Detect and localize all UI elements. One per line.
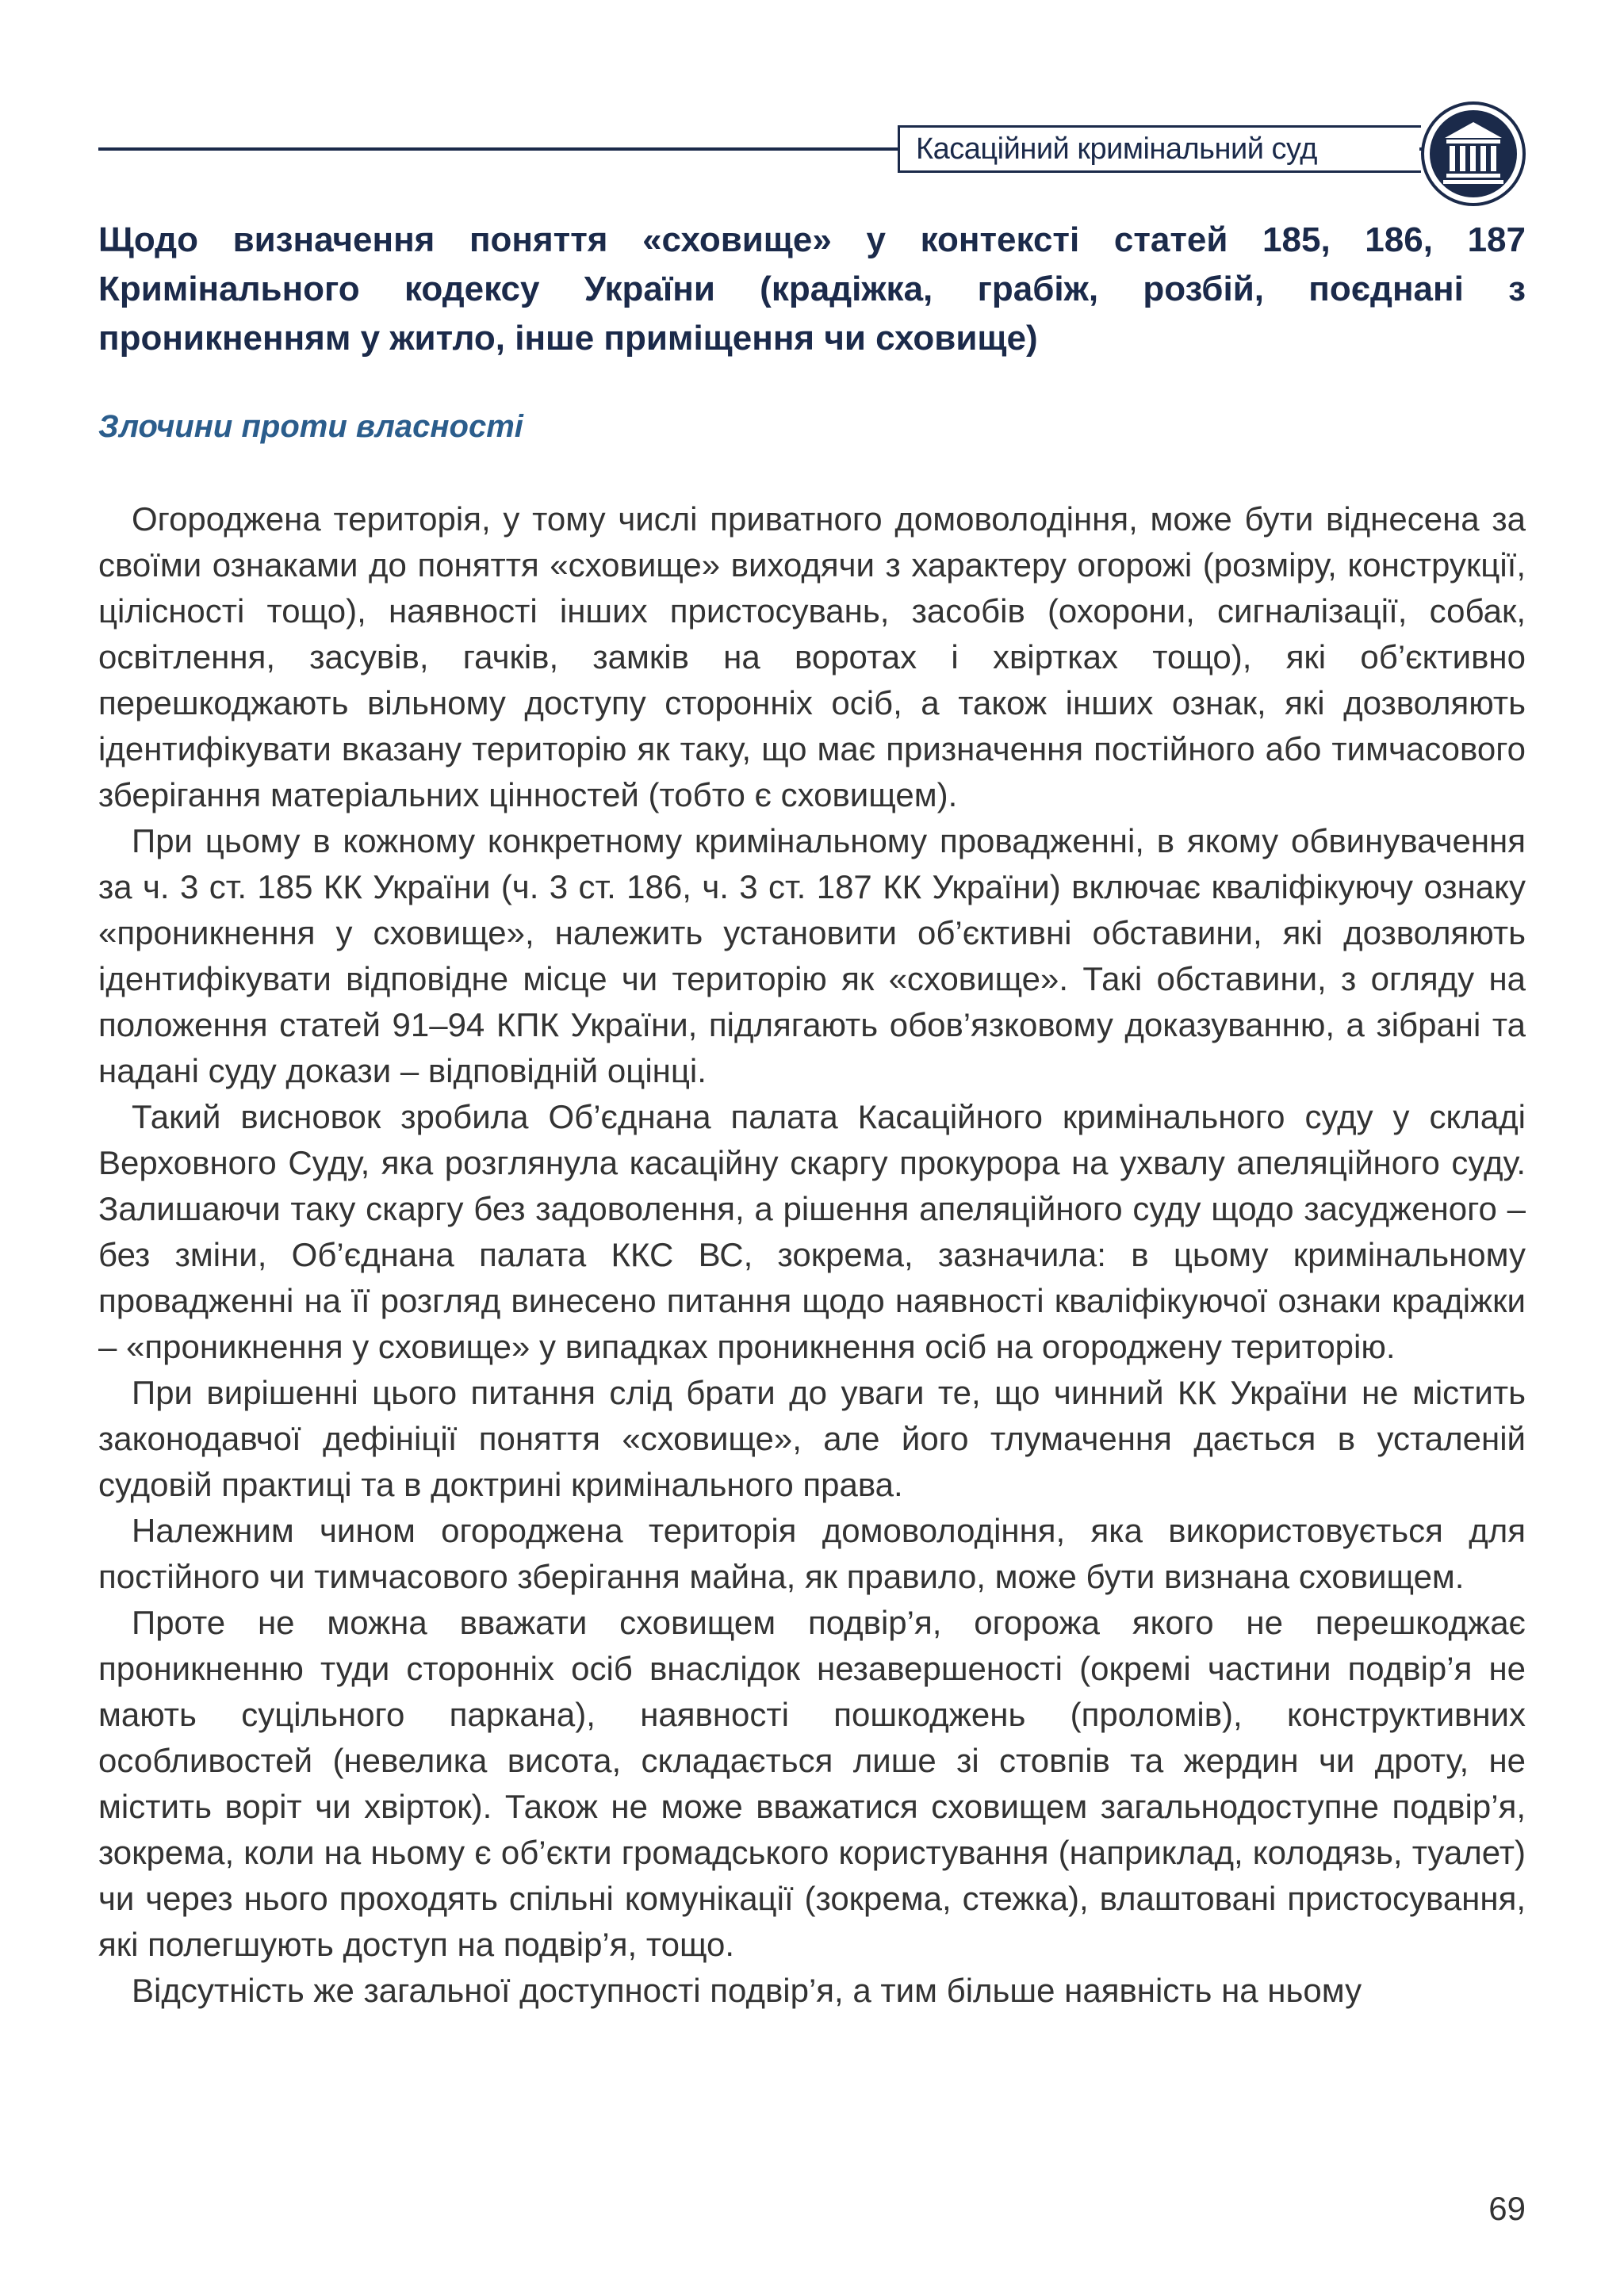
document-title: Щодо визначення поняття «сховище» у контексті статей 185, 186, 187 Кримінального кодексу України (крадіжка, грабіж, розбій, поєднані з проникненням у житло, інше приміщення чи сховище): [98, 220, 1526, 358]
page-header: [0, 0, 1624, 206]
page-number: 69: [1488, 2190, 1526, 2227]
paragraph: Відсутність же загальної доступності подвір’я, а тим більше наявність на ньому: [132, 1972, 1362, 2009]
body-text: [98, 496, 1526, 2014]
courthouse-columns-icon: [1418, 98, 1529, 209]
header-label-box: [898, 125, 1421, 173]
paragraph: При цьому в кожному конкретному кримінальному провадженні, в якому обвинувачення за ч. 3 ст. 185 КК України (ч. 3 ст. 186, ч. 3 ст. 187 КК України) включає кваліфікуючу ознаку «проникнення у сховище», належить установити об’єктивні обставини, які дозволяють ідентифікувати відповідне місце чи територію як «сховище». Такі обставини, з огляду на положення статей 91–94 КПК України, підлягають обов’язковому доказуванню, а зібрані та надані суду докази – відповідній оцінці.: [98, 822, 1526, 1089]
paragraph: Проте не можна вважати сховищем подвір’я, огорожа якого не перешкоджає проникненню туди сторонніх осіб внаслідок незавершеності (окремі частини подвір’я не мають суцільного паркана), наявності пошкоджень (проломів), конструктивних особливостей (невелика висота, складається лише зі стовпів та жердин чи дроту, не містить воріт чи хвірток). Також не може вважатися сховищем загальнодоступне подвір’я, зокрема, коли на ньому є об’єкти громадського користування (наприклад, колодязь, туалет) чи через нього проходять спільні комунікації (зокрема, стежка), влаштовані пристосування, які полегшують доступ на подвір’я, тощо.: [98, 1604, 1526, 1963]
section-heading: Злочини проти власності: [98, 409, 523, 444]
header-rule: [98, 147, 899, 151]
paragraph: При вирішенні цього питання слід брати до уваги те, що чинний КК України не містить законодавчої дефініції поняття «сховище», але його тлумачення дається в усталеній судовій практиці та в доктрині кримінального права.: [98, 1374, 1526, 1503]
paragraph: Належним чином огороджена територія домоволодіння, яка використовується для постійного чи тимчасового зберігання майна, як правило, може бути визнана сховищем.: [98, 1512, 1526, 1595]
court-name: Касаційний кримінальний суд: [916, 132, 1317, 166]
paragraph: Огороджена територія, у тому числі приватного домоволодіння, може бути віднесена за своїми ознаками до поняття «сховище» виходячи з характеру огорожі (розміру, конструкції, цілісності тощо), наявності інших пристосувань, засобів (охорони, сигналізації, собак, освітлення, засувів, гачків, замків на воротах і хвіртках тощо), які об’єктивно перешкоджають вільному доступу сторонніх осіб, а також інших ознак, які дозволяють ідентифікувати вказану територію як таку, що має призначення постійного або тимчасового зберігання матеріальних цінностей (тобто є сховищем).: [98, 500, 1526, 813]
paragraph: Такий висновок зробила Об’єднана палата Касаційного кримінального суду у складі Верховного Суду, яка розглянула касаційну скаргу прокурора на ухвалу апеляційного суду. Залишаючи таку скаргу без задоволення, а рішення апеляційного суду щодо засудженого – без зміни, Об’єднана палата ККС ВС, зокрема, зазначила: в цьому кримінальному провадженні на її розгляд винесено питання щодо наявності кваліфікуючої ознаки крадіжки – «проникнення у сховище» у випадках проникнення осіб на огороджену територію.: [98, 1098, 1526, 1365]
